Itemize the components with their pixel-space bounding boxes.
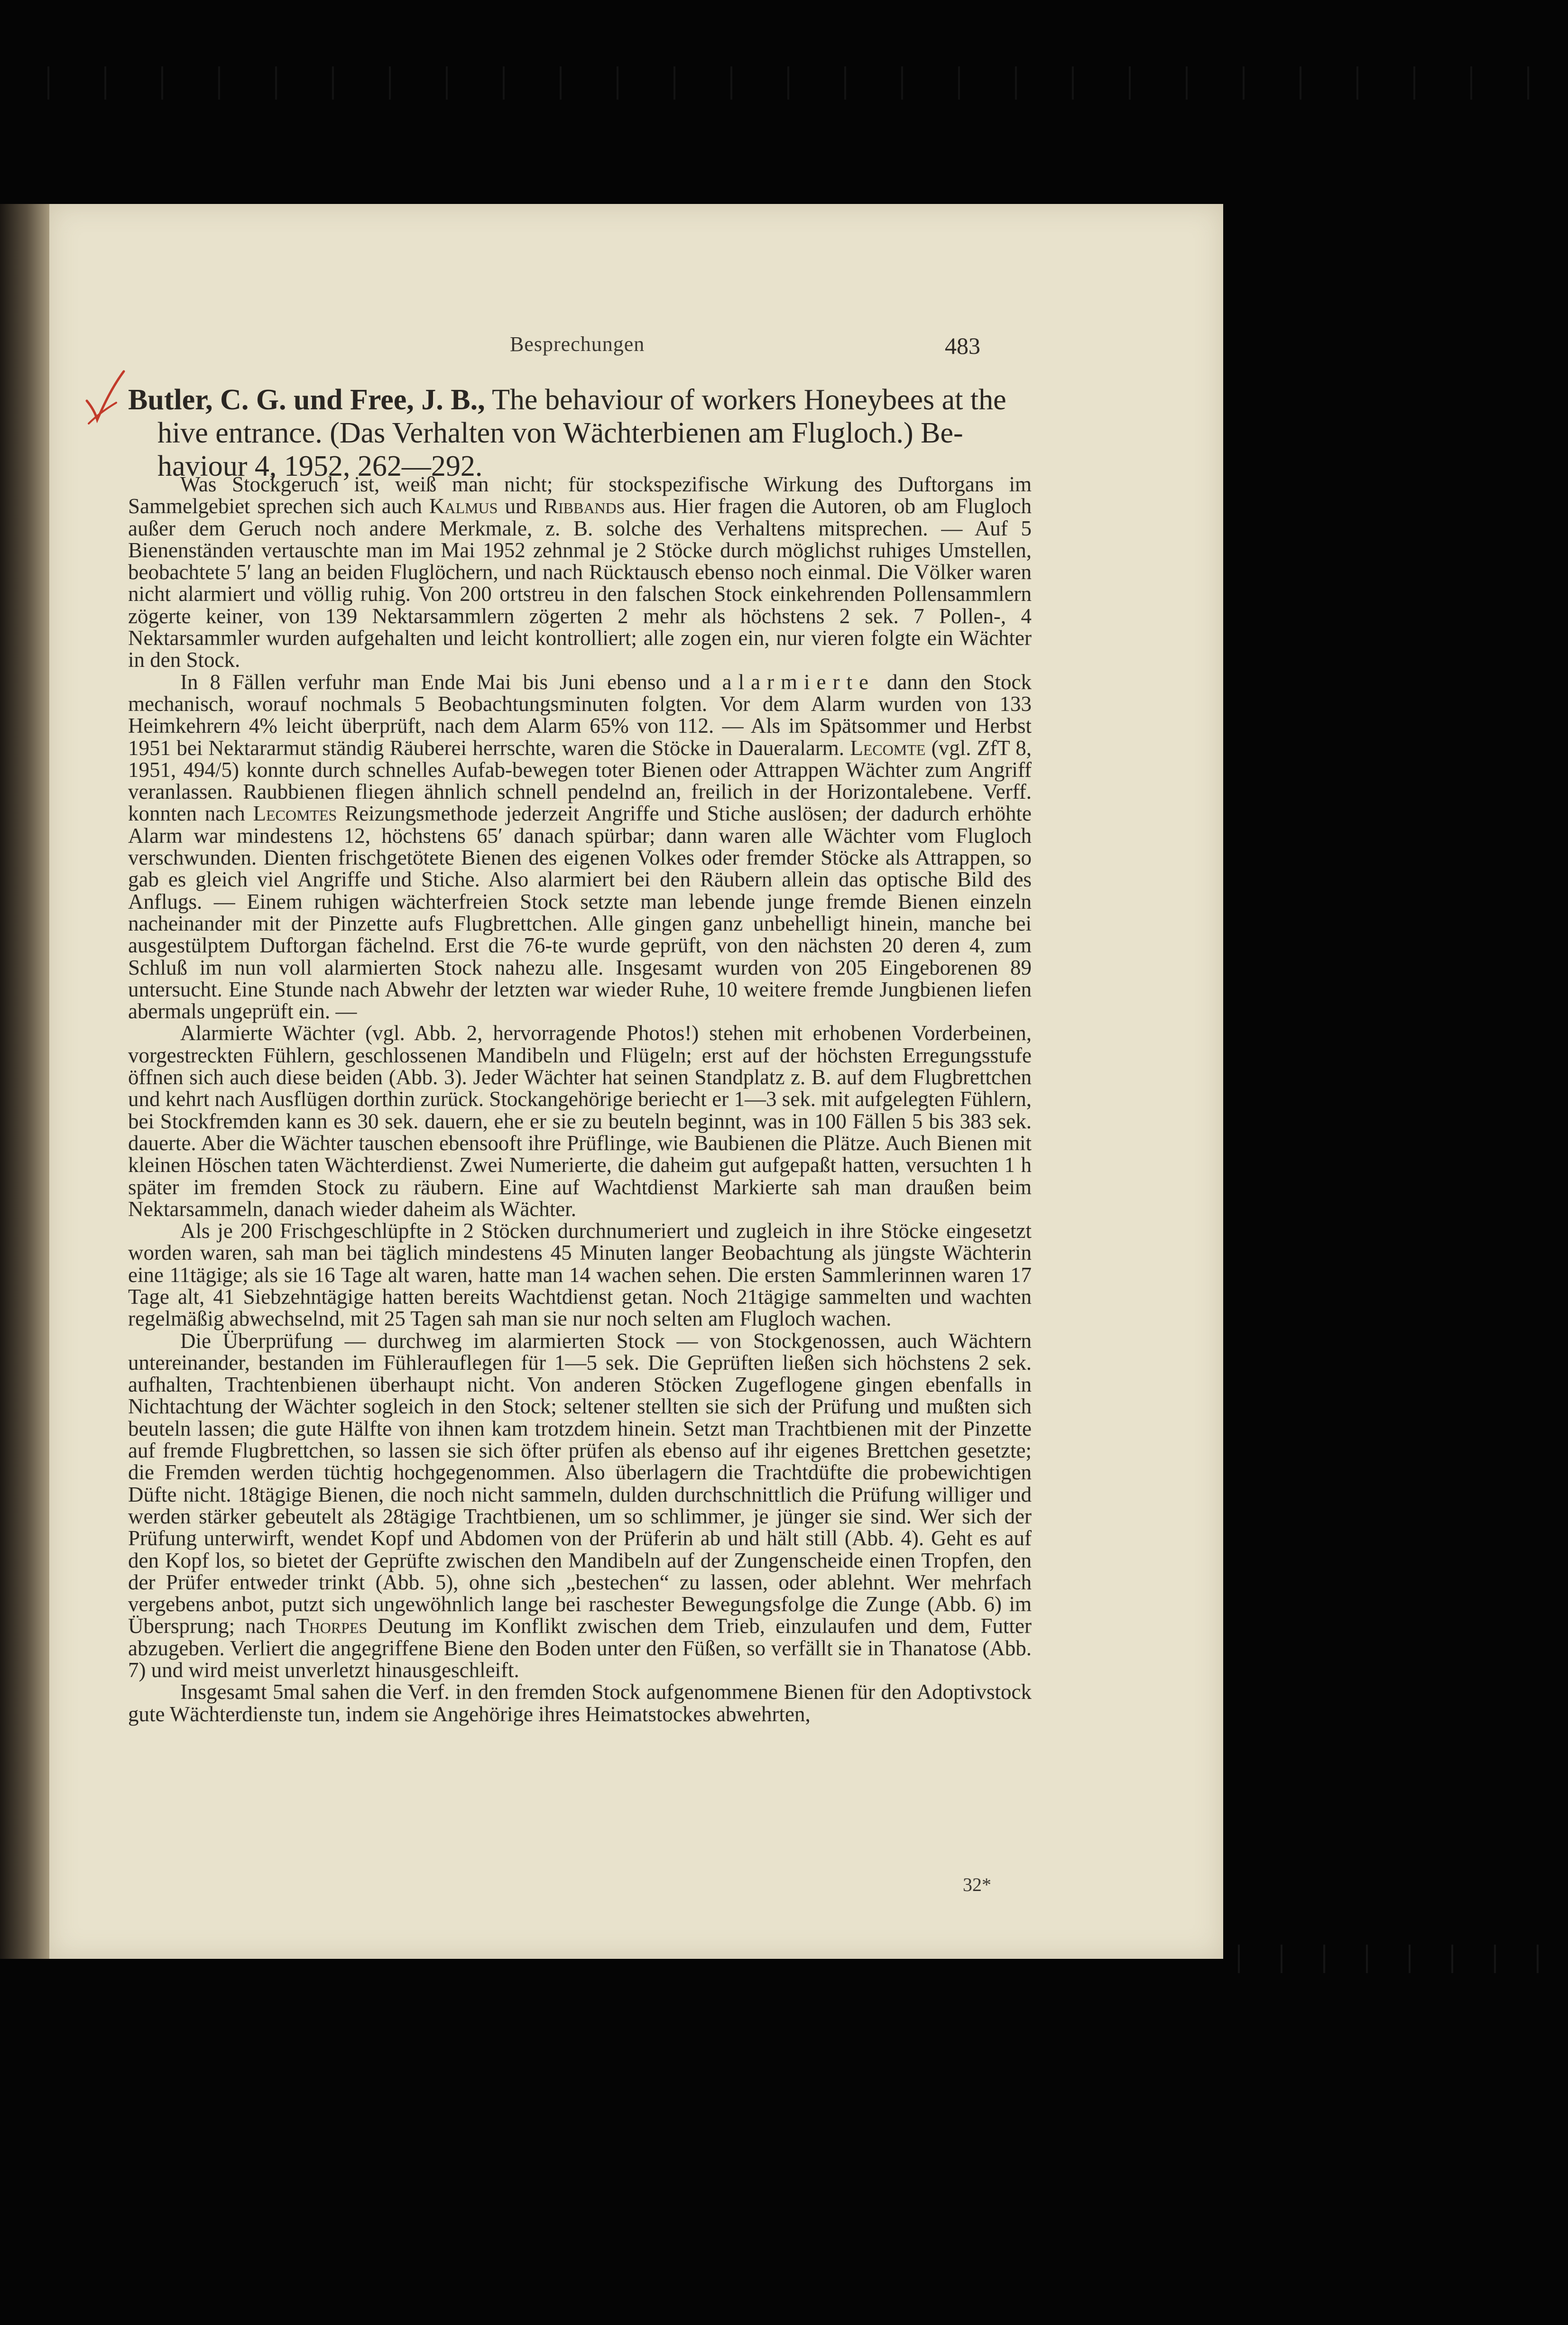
- paragraph-1: Was Stockgeruch ist, weiß man nicht; für stockspezifische Wirkung des Duftorgans im Sammelgebiet sprechen sich auch Kalmus und Ribbands aus. Hier fragen die Autoren, ob am Flugloch außer dem Geruch noch andere Merkmale, z. B. solche des Verhaltens mitsprechen. — Auf 5 Bienenständen vertauschte man im Mai 1952 zehnmal je 2 Stöcke durch möglichst ruhiges Umstellen, beobachtete 5′ lang an beiden Fluglöchern, und nach Rücktausch ebenso noch einmal. Die Völker waren nicht alarmiert und völlig ruhig. Von 200 ortstreu in den falschen Stock einkehrenden Pollensammlern zögerte keiner, von 139 Nektarsammlern zögerten 2 mehr als höchstens 2 sek. 7 Pollen-, 4 Nektarsammler wurden aufgehalten und leicht kontrolliert; alle zogen ein, nur vieren folgte ein Wächter in den Stock.: [128, 472, 1032, 672]
- running-head: Besprechungen: [510, 332, 645, 356]
- scan-edge-artifact: [28, 66, 1546, 100]
- entry-authors: Butler, C. G. und Free, J. B.,: [128, 384, 485, 416]
- paragraph-3: Alarmierte Wächter (vgl. Abb. 2, hervorragende Photos!) stehen mit erhobenen Vorderbeinen, vorgestreckten Fühlern, geschlossenen Mandibeln und Flügeln; erst auf der höchsten Erregungsstufe öffnen sich auch diese beiden (Abb. 3). Jeder Wächter hat seinen Standplatz z. B. auf dem Flugbrettchen und kehrt nach Ausflügen dorthin zurück. Stockangehörige beriecht er 1—3 sek. mit aufgelegten Fühlern, bei Stockfremden kann es 30 sek. dauern, ehe er sie zu beuteln beginnt, was in 100 Fällen 5 bis 383 sek. dauerte. Aber die Wächter tauschen ebensooft ihre Prüflinge, wie Baubienen die Plätze. Auch Bienen mit kleinen Höschen taten Wächterdienst. Zwei Numerierte, die daheim gut aufgepaßt hatten, versuchten 1 h später im fremden Stock zu räubern. Eine auf Wachtdienst Markierte sah man draußen beim Nektarsammeln, danach wieder daheim als Wächter.: [128, 1021, 1032, 1221]
- entry-title-line-2: hive entrance. (Das Verhalten von Wächterbienen am Flugloch.) Be-: [157, 417, 963, 449]
- page-number: 483: [945, 332, 980, 359]
- author-name: Lecomtes: [253, 802, 337, 826]
- review-body: [128, 473, 1032, 1725]
- author-name: Ribbands: [544, 494, 625, 518]
- author-name: Kalmus: [429, 494, 498, 518]
- review-entry-heading: [128, 383, 1039, 483]
- paragraph-5: Die Überprüfung — durchweg im alarmierten Stock — von Stockgenossen, auch Wächtern untereinander, bestanden im Fühlerauflegen für 1—5 sek. Die Geprüften ließen sich höchstens 2 sek. aufhalten, Trachtenbienen überhaupt nicht. Von anderen Stöcken Zugeflogene gingen ebenfalls in Nichtachtung der Wächter sogleich in den Stock; seltener stellten sie sich der Prüfung und mußten sich beuteln lassen; die gute Hälfte von ihnen kam trotzdem hinein. Setzt man Trachtbienen mit der Pinzette auf fremde Flugbrettchen, so lassen sie sich öfter prüfen als ebenso auf ihr eigenes Brettchen gesetzte; die Fremden werden tüchtig hochgegenommen. Also überlagern die Trachtdüfte die probewichtigen Düfte nicht. 18tägige Bienen, die noch nicht sammeln, dulden durchschnittlich die Prüfung williger und werden stärker gebeutelt als 28tägige Trachtbienen, um so schlimmer, je jünger sie sind. Wer sich der Prüfung unterwirft, wendet Kopf und Abdomen von der Prüferin ab und hält still (Abb. 4). Geht es auf den Kopf los, so bietet der Geprüfte zwischen den Mandibeln auf der Zungenscheide einen Tropfen, den der Prüfer entweder trinkt (Abb. 5), ohne sich „bestechen“ zu lassen, oder ablehnt. Wer mehrfach vergebens anbot, putzt sich ungewöhnlich lange bei raschester Bewegungsfolge die Zunge (Abb. 6) im Übersprung; nach Thorpes Deutung im Konflikt zwischen dem Trieb, einzulaufen und dem, Futter abzugeben. Verliert die angegriffene Biene den Boden unter den Füßen, so verfällt sie in Thanatose (Abb. 7) und wird meist unverletzt hinausgeschleift.: [128, 1329, 1032, 1682]
- emphasized-word: alarmierte: [722, 670, 875, 694]
- paragraph-4: Als je 200 Frischgeschlüpfte in 2 Stöcken durchnumeriert und zugleich in ihre Stöcke eingesetzt worden waren, sah man bei täglich mindestens 45 Minuten langer Beobachtung als jüngste Wächterin eine 11tägige; als sie 16 Tage alt waren, hatte man 14 wachen sehen. Die ersten Sammlerinnen waren 17 Tage alt, 41 Siebzehntägige hatten bereits Wachtdienst getan. Noch 21tägige sammelten und wachten regelmäßig abwechselnd, mit 25 Tagen sah man sie nur noch selten am Flugloch wachen.: [128, 1219, 1032, 1331]
- scan-edge-artifact-lower: [1224, 1945, 1556, 1973]
- entry-title-line-3: haviour 4, 1952, 262—292.: [157, 450, 483, 482]
- signature-mark: 32*: [963, 1874, 991, 1895]
- handwritten-check-mark-icon: [83, 368, 126, 434]
- entry-title-line-1: The behaviour of workers Honeybees at the: [492, 384, 1006, 416]
- paragraph-6: Insgesamt 5mal sahen die Verf. in den fremden Stock aufgenommene Bienen für den Adoptivstock gute Wächterdienste tun, indem sie Angehörige ihres Heimatstockes abwehrten,: [128, 1680, 1032, 1726]
- author-name: Lecomte: [850, 736, 926, 760]
- binding-edge: [0, 204, 49, 1959]
- paragraph-2: In 8 Fällen verfuhr man Ende Mai bis Juni ebenso und alarmierte dann den Stock mechanisch, worauf nochmals 5 Beobachtungsminuten folgten. Vor dem Alarm wurden von 133 Heimkehrern 4% leicht überprüft, nach dem Alarm 65% von 112. — Als im Spätsommer und Herbst 1951 bei Nektararmut ständig Räuberei herrschte, waren die Stöcke in Daueralarm. Lecomte (vgl. ZfT 8, 1951, 494/5) konnte durch schnelles Aufab-bewegen toter Bienen oder Attrappen Wächter zum Angriff veranlassen. Raubbienen fliegen ähnlich schnell pendelnd an, freilich in der Horizontalebene. Verff. konnten nach Lecomtes Reizungsmethode jederzeit Angriffe und Stiche auslösen; der dadurch erhöhte Alarm war mindestens 12, höchstens 65′ danach spürbar; dann waren alle Wächter vom Flugloch verschwunden. Dienten frischgetötete Bienen des eigenen Volkes oder fremder Stöcke als Attrappen, so gab es gleich viel Angriffe und Stiche. Also alarmiert bei den Räubern allein das optische Bild des Anflugs. — Einem ruhigen wächterfreien Stock setzte man lebende junge fremde Bienen einzeln nacheinander mit der Pinzette aufs Flugbrettchen. Alle gingen ganz unbehelligt hinein, manche bei ausgestülptem Duftorgan fächelnd. Erst die 76-te wurde geprüft, von den nächsten 20 deren 4, zum Schluß im nun voll alarmierten Stock nahezu alle. Insgesamt wurden von 205 Eingeborenen 89 untersucht. Eine Stunde nach Abwehr der letzten war wieder Ruhe, 10 weitere fremde Jungbienen liefen abermals ungeprüft ein. —: [128, 670, 1032, 1024]
- author-name: Thorpes: [296, 1614, 368, 1638]
- heading-line-1: [128, 383, 1039, 416]
